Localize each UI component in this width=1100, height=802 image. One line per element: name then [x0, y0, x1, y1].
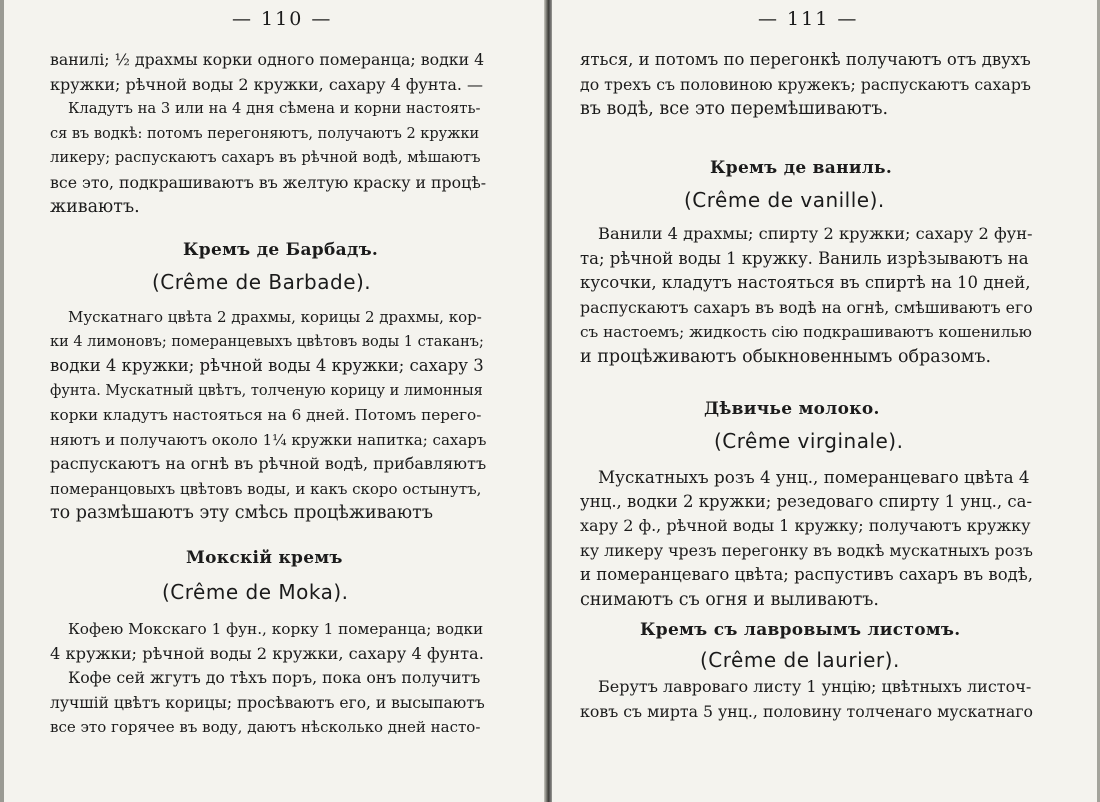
text-line: Кофе сей жгутъ до тѣхъ поръ, пока онъ получитъ	[68, 668, 481, 687]
left-page	[0, 0, 546, 802]
text-line: унц., водки 2 кружки; резедоваго спирту 1 унц., са-	[580, 491, 1033, 511]
section-subheading: (Crême virginale).	[714, 429, 904, 453]
paragraph	[580, 675, 1034, 724]
section-heading: Кремъ де ваниль.	[710, 158, 893, 178]
paragraph	[50, 305, 486, 526]
text-line: живаютъ.	[50, 197, 140, 217]
section-subheading: (Crême de Barbade).	[152, 270, 372, 294]
text-line: хару 2 ф., рѣчной воды 1 кружку; получаютъ кружку	[580, 516, 1031, 535]
text-line: въ водѣ, все это перемѣшиваютъ.	[580, 99, 889, 119]
text-line: 4 кружки; рѣчной воды 2 кружки, сахару 4 фунта.	[50, 643, 484, 663]
text-line: фунта. Мускатный цвѣтъ, толченую корицу и лимонныя	[50, 382, 483, 399]
text-line: Мускатныхъ розъ 4 унц., померанцеваго цвѣта 4	[598, 467, 1030, 487]
text-line: снимаютъ съ огня и выливаютъ.	[580, 589, 879, 610]
paragraph	[50, 617, 486, 740]
text-line: кружки; рѣчной воды 2 кружки, сахару 4 фунта. —	[50, 74, 484, 94]
text-line: все это горячее въ воду, даютъ нѣсколько дней насто-	[50, 718, 481, 736]
text-line: распускаютъ на огнѣ въ рѣчной водѣ, прибавляютъ	[50, 454, 487, 473]
right-page	[552, 0, 1100, 802]
paragraph	[580, 48, 1034, 122]
text-line: ки 4 лимоновъ; померанцевыхъ цвѣтовъ воды 1 стаканъ;	[50, 333, 484, 350]
text-line: все это, подкрашиваютъ въ желтую краску и процѣ-	[50, 172, 487, 192]
text-line: померанцовыхъ цвѣтовъ воды, и какъ скоро остынутъ,	[50, 479, 482, 498]
text-line: распускаютъ сахаръ въ водѣ на огнѣ, смѣшиваютъ его	[580, 297, 1033, 317]
text-line: до трехъ съ половиною кружекъ; распускаютъ сахаръ	[580, 74, 1031, 94]
section-subheading: (Crême de Moka).	[162, 580, 349, 604]
text-line: съ настоемъ; жидкость сію подкрашиваютъ кошенилью	[580, 323, 1032, 341]
section-heading: Кремъ съ лавровымъ листомъ.	[640, 620, 961, 640]
section-heading: Мокскій кремъ	[186, 548, 343, 568]
text-line: кусочки, кладутъ настояться въ спиртѣ на 10 дней,	[580, 273, 1031, 292]
section-subheading: (Crême de vanille).	[684, 188, 885, 212]
section-heading: Дѣвичье молоко.	[704, 399, 880, 419]
text-line: ся въ водкѣ: потомъ перегоняютъ, получаютъ 2 кружки	[50, 125, 480, 142]
text-line: Кладутъ на 3 или на 4 дня сѣмена и корни настоять-	[68, 100, 481, 117]
section-heading: Кремъ де Барбадъ.	[183, 240, 379, 260]
paragraph	[580, 465, 1034, 612]
text-line: то размѣшаютъ эту смѣсь процѣживаютъ	[50, 503, 433, 523]
page-edge	[0, 0, 4, 802]
page-number: — 111 —	[758, 8, 859, 30]
text-line: Мускатнаго цвѣта 2 драхмы, корицы 2 драхмы, кор-	[68, 308, 482, 326]
text-line: ку ликеру чрезъ перегонку въ водкѣ мускатныхъ розъ	[580, 540, 1033, 560]
text-line: няютъ и получаютъ около 1¼ кружки напитка; сахаръ	[50, 430, 487, 449]
text-line: водки 4 кружки; рѣчной воды 4 кружки; сахару 3	[50, 356, 484, 375]
text-line: Кофею Мокскаго 1 фун., корку 1 померанца; водки	[68, 620, 484, 638]
text-line: яться, и потомъ по перегонкѣ получаютъ отъ двухъ	[580, 50, 1031, 69]
text-line: и процѣживаютъ обыкновеннымъ образомъ.	[580, 346, 992, 367]
text-line: Берутъ лавроваго листу 1 унцію; цвѣтныхъ листоч-	[598, 677, 1032, 696]
page-number: — 110 —	[232, 8, 333, 30]
text-line: ванилі; ½ драхмы корки одного померанца; водки 4	[50, 50, 485, 69]
text-line: лучшій цвѣтъ корицы; просѣваютъ его, и высыпаютъ	[50, 693, 485, 712]
text-line: и померанцеваго цвѣта; распустивъ сахаръ въ водѣ,	[580, 565, 1033, 584]
section-subheading: (Crême de laurier).	[700, 648, 900, 672]
text-line: корки кладутъ настояться на 6 дней. Потомъ перего-	[50, 406, 482, 424]
paragraph	[50, 48, 486, 220]
text-line: ликеру; распускаютъ сахаръ въ рѣчной водѣ, мѣшаютъ	[50, 149, 481, 166]
text-line: Ванили 4 драхмы; спирту 2 кружки; сахару 2 фун-	[598, 224, 1033, 243]
text-line: та; рѣчной воды 1 кружку. Ваниль изрѣзываютъ на	[580, 248, 1029, 268]
text-line: ковъ съ мирта 5 унц., половину толченаго мускатнаго	[580, 701, 1034, 721]
paragraph	[580, 222, 1034, 369]
